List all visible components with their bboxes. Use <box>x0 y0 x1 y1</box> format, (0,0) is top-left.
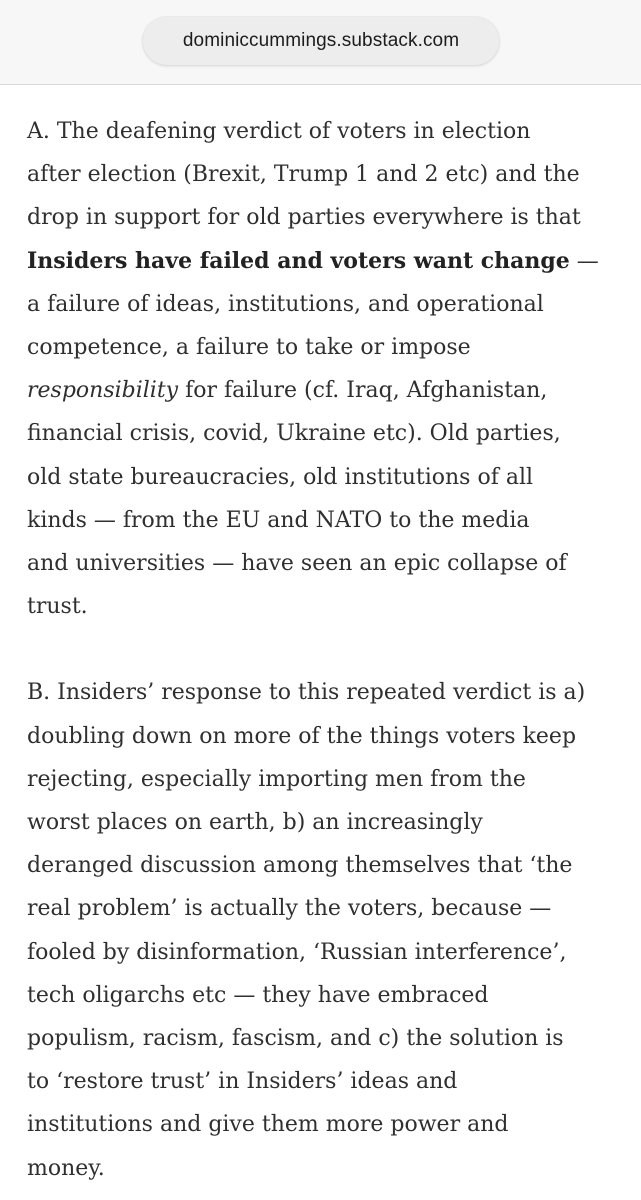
paragraph-b-line-7: fooled by disinformation, ‘Russian interference’, <box>27 939 567 965</box>
browser-top-bar <box>0 0 641 85</box>
paragraph-b-line-3: rejecting, especially importing men from the <box>27 766 526 792</box>
paragraph-b-line-2: doubling down on more of the things voters keep <box>27 723 577 749</box>
paragraph-b-line-8: tech oligarchs etc — they have embraced <box>27 982 489 1008</box>
paragraph-a-line-10: kinds — from the EU and NATO to the media <box>27 507 530 533</box>
paragraph-b-line-12: money. <box>27 1155 105 1181</box>
paragraph-a-line-2: after election (Brexit, Trump 1 and 2 etc) and the <box>27 162 580 188</box>
paragraph-a-line-6: competence, a failure to take or impose <box>27 335 471 361</box>
paragraph-a-line-12: trust. <box>27 594 88 620</box>
paragraph-a <box>27 110 627 628</box>
address-bar[interactable] <box>143 17 499 65</box>
paragraph-a-line-8: financial crisis, covid, Ukraine etc). Old parties, <box>27 421 561 447</box>
paragraph-a-line-11: and universities — have seen an epic collapse of <box>27 551 567 577</box>
paragraph-a-line-3: drop in support for old parties everywhere is that <box>27 205 581 231</box>
italic-emphasis: responsibility <box>27 378 179 404</box>
paragraph-b-line-5: deranged discussion among themselves that ‘the <box>27 853 573 879</box>
line-7-rest: for failure (cf. Iraq, Afghanistan, <box>178 378 548 404</box>
paragraph-a-line-7 <box>27 369 627 412</box>
paragraph-a-line-5: a failure of ideas, institutions, and operational <box>27 291 544 317</box>
paragraph-a-line-1: A. The deafening verdict of voters in election <box>27 119 531 144</box>
paragraph-b-line-1: B. Insiders’ response to this repeated verdict is a) <box>27 680 586 706</box>
paragraph-b-line-11: institutions and give them more power and <box>27 1112 509 1138</box>
paragraph-b-line-10: to ‘restore trust’ in Insiders’ ideas and <box>27 1069 458 1095</box>
paragraph-b-line-6: real problem’ is actually the voters, because — <box>27 896 552 922</box>
line-4-rest: — <box>569 248 599 274</box>
paragraph-a-line-9: old state bureaucracies, old institutions of all <box>27 464 534 490</box>
paragraph-a-line-4 <box>27 240 627 283</box>
url-text: dominiccummings.substack.com <box>182 30 460 51</box>
bold-emphasis: Insiders have failed and voters want change <box>27 247 570 274</box>
paragraph-b <box>27 671 627 1189</box>
paragraph-b-line-4: worst places on earth, b) an increasingly <box>27 810 483 836</box>
article-body <box>27 110 627 1190</box>
paragraph-b-line-9: populism, racism, fascism, and c) the solution is <box>27 1026 564 1052</box>
